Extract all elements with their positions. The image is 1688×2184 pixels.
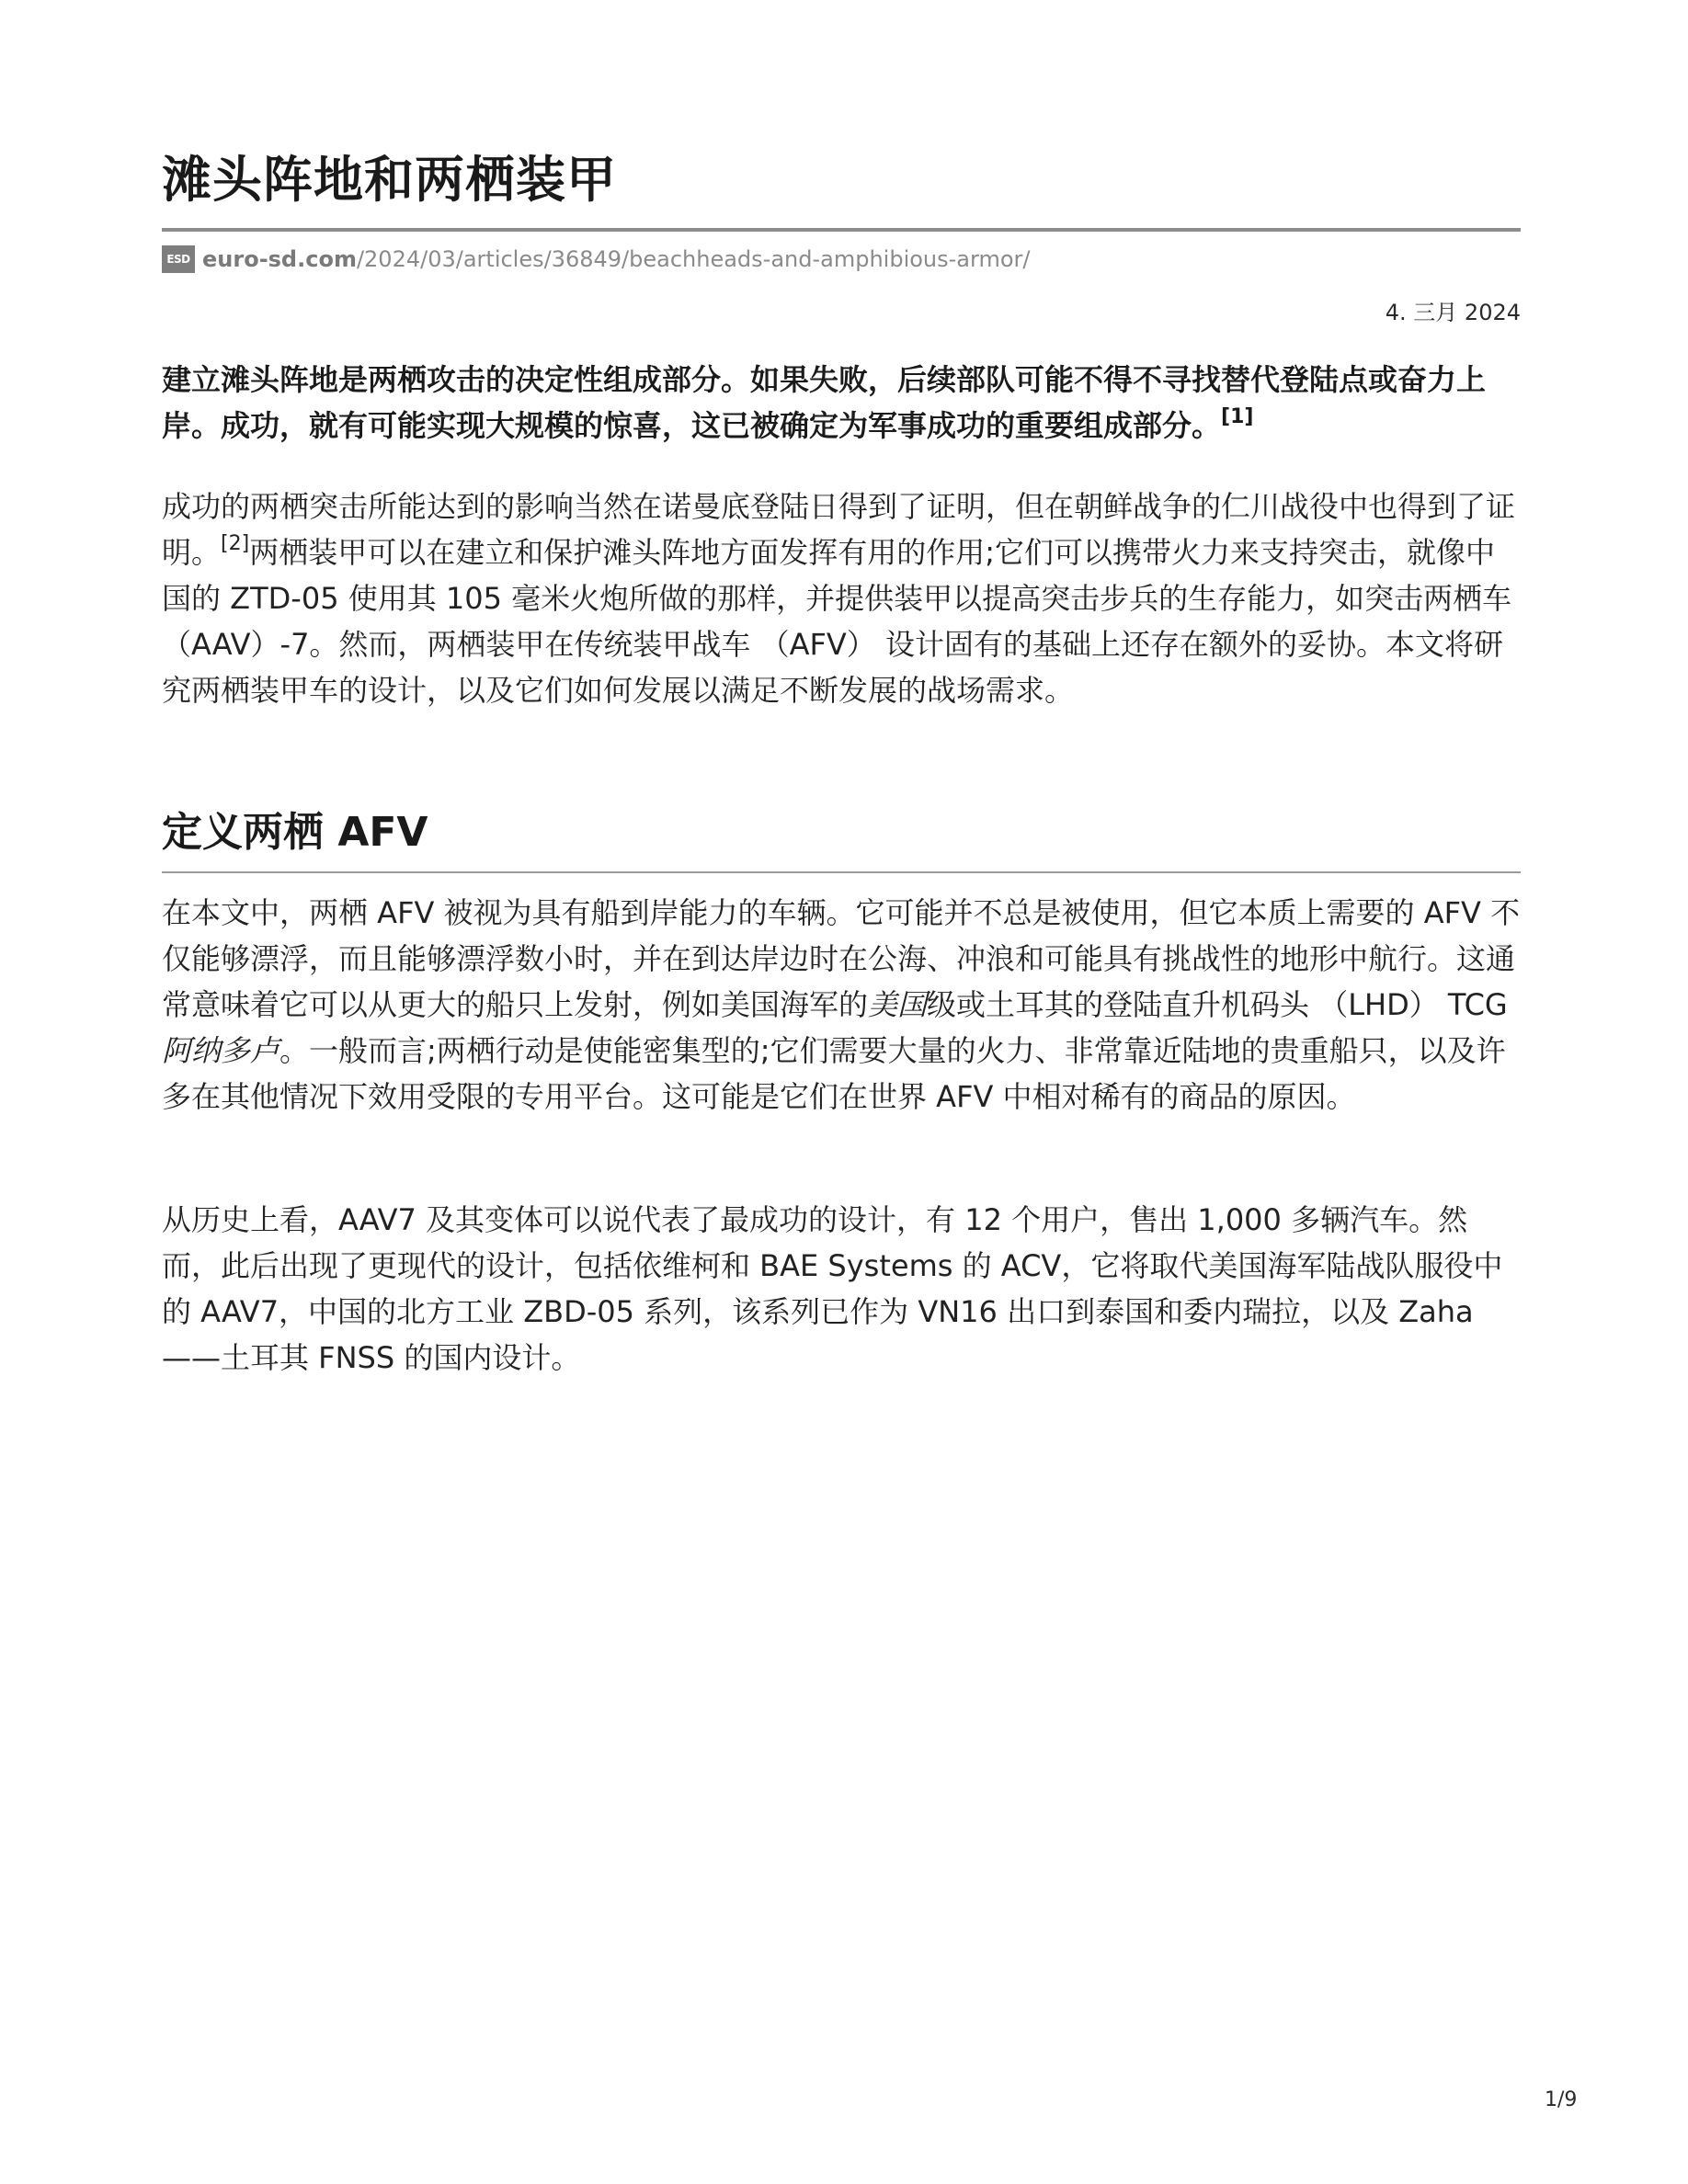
paragraph-1 (162, 483, 1521, 713)
site-favicon-icon: ESD (162, 245, 195, 273)
paragraph-2-italic-1: 美国 (868, 987, 928, 1022)
paragraph-1-part-2: 两栖装甲可以在建立和保护滩头阵地方面发挥有用的作用;它们可以携带火力来支持突击，就像中国的 ZTD-05 使用其 105 毫米火炮所做的那样，并提供装甲以提高突击步兵的生存能力，如突击两栖车 （AAV）-7。然而，两栖装甲在传统装甲战车 （AFV） 设计固有的基础上还存在额外的妥协。本文将研究两栖装甲车的设计，以及它们如何发展以满足不断发展的战场需求。 (162, 535, 1512, 708)
article-title: 滩头阵地和两栖装甲 (162, 151, 617, 209)
source-link[interactable] (202, 246, 1030, 272)
paragraph-2 (162, 890, 1521, 1120)
page-number: 1/9 (1545, 2088, 1578, 2111)
paragraph-2-part-1: 在本文中，两栖 AFV 被视为具有船到岸能力的车辆。它可能并不总是被使用，但它本质上需要的 AFV 不仅能够漂浮，而且能够漂浮数小时，并在到达岸边时在公海、冲浪和可能具有挑战性的地形中航行。这通常意味着它可以从更大的船只上发射，例如美国海军的 (162, 895, 1521, 1022)
paragraph-2-part-2: 级或土耳其的登陆直升机码头 （LHD） TCG (927, 987, 1508, 1022)
section-divider (162, 871, 1521, 873)
paragraph-2-part-3: 。一般而言;两栖行动是使能密集型的;它们需要大量的火力、非常靠近陆地的贵重船只，以及许多在其他情况下效用受限的专用平台。这可能是它们在世界 AFV 中相对稀有的商品的原因。 (162, 1033, 1506, 1114)
publish-date: 4. 三月 2024 (1385, 300, 1521, 325)
section-heading: 定义两栖 AFV (162, 809, 428, 856)
title-divider (162, 228, 1521, 232)
paragraph-1-part-1: 成功的两栖突击所能达到的影响当然在诺曼底登陆日得到了证明，但在朝鲜战争的仁川战役中也得到了证明。 (162, 489, 1516, 570)
lead-text: 建立滩头阵地是两栖攻击的决定性组成部分。如果失败，后续部队可能不得不寻找替代登陆点或奋力上岸。成功，就有可能实现大规模的惊喜，这已被确定为军事成功的重要组成部分。 (162, 362, 1487, 443)
footnote-ref-2[interactable]: [2] (221, 532, 250, 555)
lead-paragraph (162, 357, 1521, 449)
source-line (162, 243, 1030, 276)
footnote-ref-1[interactable]: [1] (1221, 405, 1254, 428)
source-path: /2024/03/articles/36849/beachheads-and-amphibious-armor/ (356, 246, 1031, 272)
source-domain: euro-sd.com (202, 246, 357, 272)
paragraph-3: 从历史上看，AAV7 及其变体可以说代表了最成功的设计，有 12 个用户，售出 1,000 多辆汽车。然而，此后出现了更现代的设计，包括依维柯和 BAE Systems 的 ACV，它将取代美国海军陆战队服役中的 AAV7，中国的北方工业 ZBD-05 系列，该系列已作为 VN16 出口到泰国和委内瑞拉，以及 Zaha——土耳其 FNSS 的国内设计。 (162, 1202, 1503, 1375)
paragraph-2-italic-2: 阿纳多卢 (162, 1033, 280, 1068)
